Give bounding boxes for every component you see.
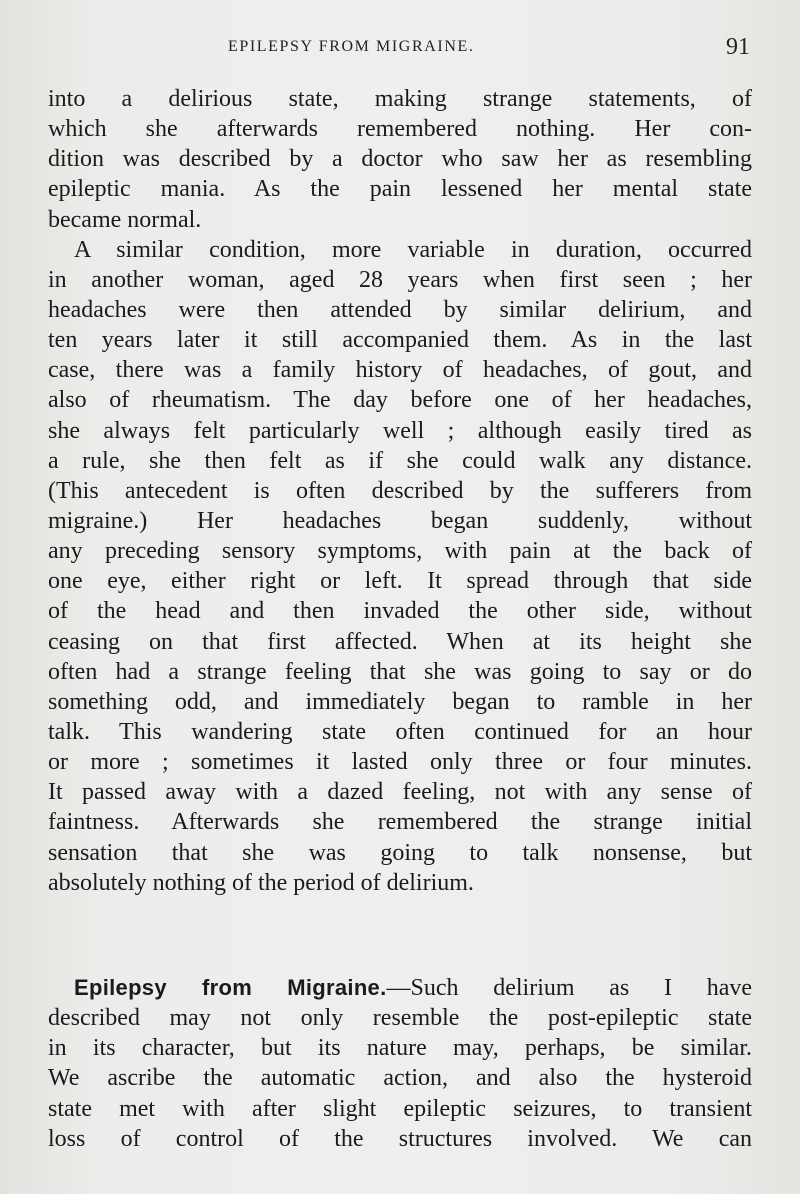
text-line: one eye, either right or left. It spread through that side	[48, 568, 752, 595]
text-line: something odd, and immediately began to ramble in her	[48, 688, 752, 715]
text-line: any preceding sensory symptoms, with pain at the back of	[48, 538, 752, 565]
section-first-line	[48, 973, 752, 1003]
text-line: (This antecedent is often described by the sufferers from	[48, 477, 752, 504]
text-line: of the head and then invaded the other side, without	[48, 598, 752, 625]
section-epilepsy-from-migraine	[48, 973, 752, 1154]
running-title: EPILEPSY FROM MIGRAINE.	[228, 38, 475, 55]
text-line: became normal.	[48, 206, 202, 233]
text-line: sensation that she was going to talk nonsense, but	[48, 839, 752, 866]
text-line: It passed away with a dazed feeling, not with any sense of	[48, 779, 752, 806]
running-head	[0, 36, 800, 62]
text-line: often had a strange feeling that she was going to say or do	[48, 658, 752, 685]
text-line: We ascribe the automatic action, and also the hysteroid	[48, 1065, 752, 1092]
text-line: which she afterwards remembered nothing. Her con-	[48, 116, 752, 143]
text-line: headaches were then attended by similar delirium, and	[48, 296, 752, 323]
paragraph-2	[48, 235, 752, 898]
text-line: state met with after slight epileptic seizures, to transient	[48, 1095, 752, 1122]
text-line: talk. This wandering state often continued for an hour	[48, 718, 752, 745]
text-line: loss of control of the structures involved. We can	[48, 1125, 752, 1152]
text-line: epileptic mania. As the pain lessened her mental state	[48, 176, 752, 203]
text-line: in another woman, aged 28 years when first seen ; her	[48, 266, 752, 293]
text-line: also of rheumatism. The day before one of her headaches,	[48, 387, 752, 414]
text-line: case, there was a family history of headaches, of gout, and	[48, 357, 752, 384]
body-text	[48, 84, 752, 898]
text-line: in its character, but its nature may, perhaps, be similar.	[48, 1035, 752, 1062]
paragraph-1	[48, 84, 752, 235]
text-line: or more ; sometimes it lasted only three or four minutes.	[48, 749, 752, 776]
text-line: described may not only resemble the post-epileptic state	[48, 1005, 752, 1032]
text-line: ten years later it still accompanied them. As in the last	[48, 327, 752, 354]
text-line: ceasing on that first affected. When at its height she	[48, 628, 752, 655]
text-line: into a delirious state, making strange statements, of	[48, 86, 752, 112]
text-line: a rule, she then felt as if she could walk any distance.	[48, 447, 752, 474]
text-line: dition was described by a doctor who saw her as resembling	[48, 146, 752, 173]
section-first-line-text: —Such delirium as I have	[386, 975, 752, 1001]
page-number: 91	[726, 34, 750, 60]
text-line: absolutely nothing of the period of delirium.	[48, 869, 474, 896]
section-heading: Epilepsy from Migraine.	[74, 975, 387, 1000]
text-line: faintness. Afterwards she remembered the strange initial	[48, 809, 752, 836]
text-line: she always felt particularly well ; although easily tired as	[48, 417, 752, 444]
text-line: A similar condition, more variable in duration, occurred	[74, 236, 752, 263]
text-line: migraine.) Her headaches began suddenly, without	[48, 507, 752, 534]
